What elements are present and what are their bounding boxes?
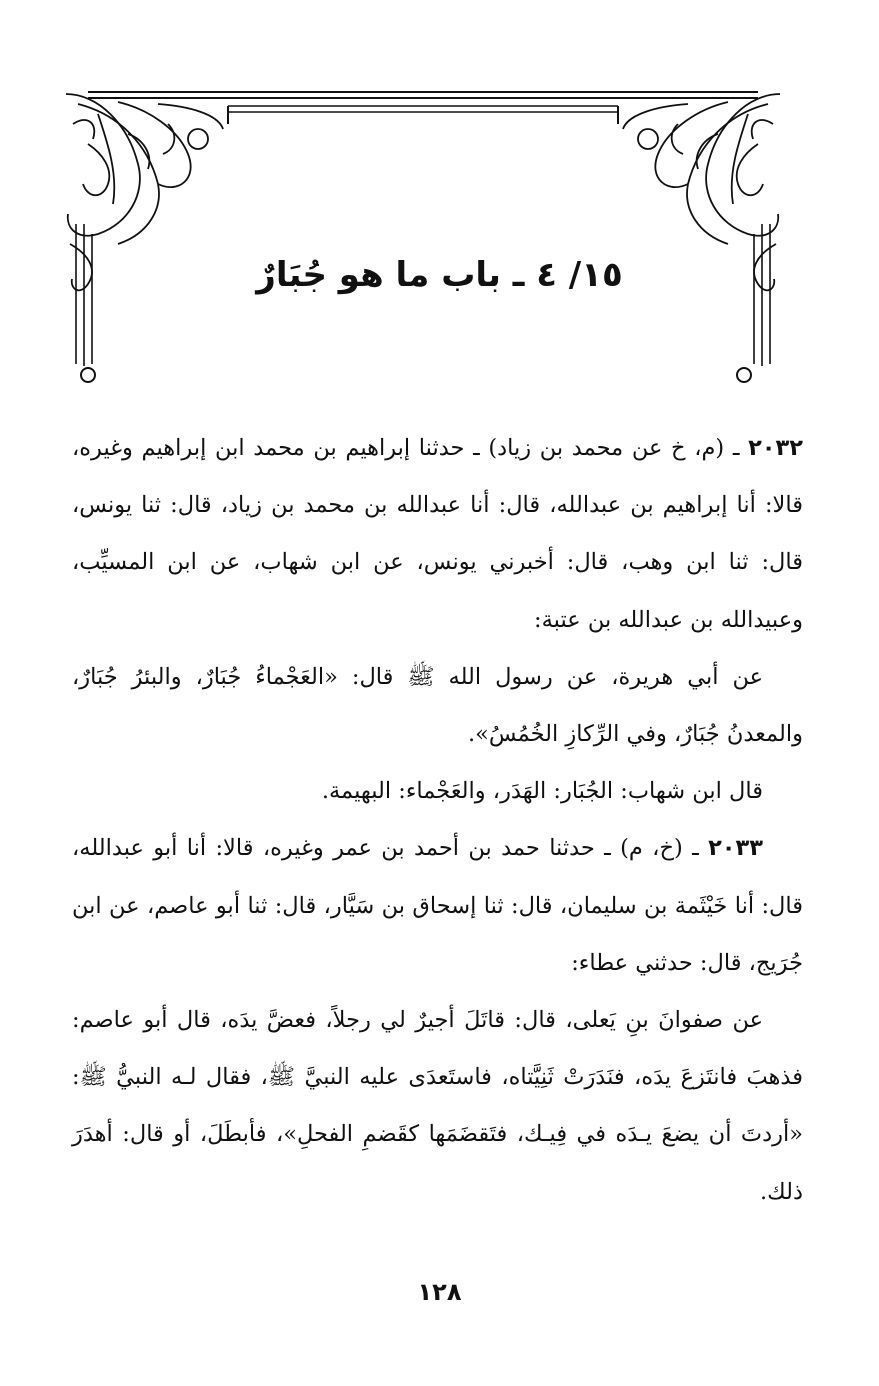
- chapter-title: ١٥/ ٤ ـ باب ما هو جُبَارٌ: [256, 255, 623, 295]
- ornamental-frame: [58, 84, 788, 388]
- page-number: ١٢٨: [417, 1278, 462, 1306]
- hadith-2032-isnad: [72, 420, 803, 649]
- hadith-2032-matn: عن أبي هريرة، عن رسول الله ﷺ قال: «العَجْماءُ جُبَارٌ، والبئرُ جُبَارٌ، والمعدنُ جُبَارٌ، وفي الرِّكازِ الخُمُسُ».: [72, 663, 803, 748]
- hadith-isnad-text: ـ (م، خ عن محمد بن زياد) ـ حدثنا إبراهيم بن محمد ابن إبراهيم وغيره، قالا: أنا إبراهيم بن عبدالله، قال: أنا عبدالله بن محمد بن زياد، قال: ثنا يونس، قال: ثنا ابن وهب، قال: أخبرني يونس، عن ابن شهاب، عن ابن المسيِّب، وعبيدالله بن عبدالله بن عتبة:: [72, 435, 803, 633]
- hadith-2033-matn: عن صفوانَ بنِ يَعلى، قال: قاتَلَ أجيرٌ لي رجلاً، فعضَّ يدَه، قال أبو عاصم: فذهبَ فانتَزعَ يدَه، فنَدَرَتْ ثَنِيَّتاه، فاستَعدَى عليه النبيَّ ﷺ، فقال لـه النبيُّ ﷺ: «أردتَ أن يضعَ يـدَه في فِيـك، فتَقضَمَها كقَضمِ الفحلِ»، فأبطَلَ، أو قال: أهدَرَ ذلك.: [72, 1007, 803, 1205]
- hadith-number: ٢٠٣٣: [708, 835, 763, 862]
- hadith-number: ٢٠٣٢: [748, 435, 803, 461]
- body-text: [72, 420, 803, 1221]
- hadith-isnad-text: ـ (خ، م) ـ حدثنا حمد بن أحمد بن عمر وغيره، قالا: أنا أبو عبدالله، قال: أنا خَيْثَمة بن سليمان، قال: ثنا إسحاق بن سَيَّار، قال: ثنا أبو عاصم، عن ابن جُرَيج، قال: حدثني عطاء:: [72, 835, 803, 976]
- hadith-2033-isnad: [72, 820, 803, 992]
- hadith-2032-note: قال ابن شهاب: الجُبَار: الهَدَر، والعَجْماء: البهيمة.: [321, 778, 763, 805]
